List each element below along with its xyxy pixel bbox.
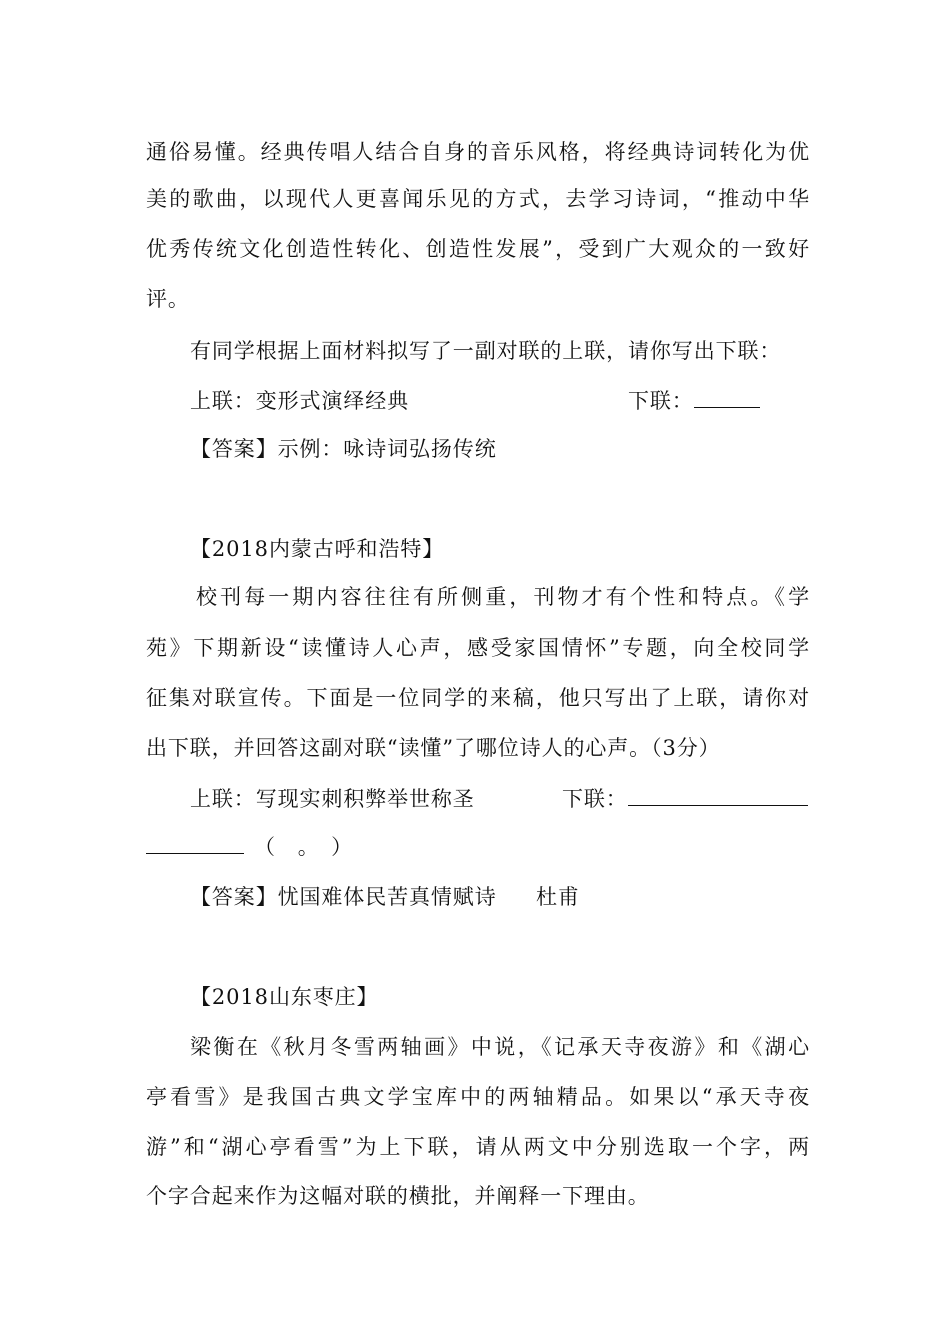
lower-couplet-label: 下联：	[628, 389, 694, 413]
section-heading: 【2018内蒙古呼和浩特】	[190, 537, 445, 561]
blank-row	[146, 832, 810, 862]
answer-text: 【答案】示例：咏诗词弘扬传统	[190, 437, 497, 461]
lower-couplet	[628, 386, 760, 416]
paragraph-line: 校刊每一期内容往往有所侧重，刊物才有个性和特点。《学	[196, 585, 810, 609]
paragraph-line: 亭看雪》是我国古典文学宝库中的两轴精品。如果以“承天寺夜	[146, 1085, 810, 1109]
upper-couplet: 上联：写现实刺积弊举世称圣	[190, 787, 475, 811]
paragraph-line: 优秀传统文化创造性转化、创造性发展”，受到广大观众的一致好	[146, 237, 810, 261]
answer-blank	[628, 785, 808, 806]
answer-poet: 杜甫	[536, 885, 580, 909]
answer-row	[190, 882, 810, 912]
poet-paren: （ 。 ）	[254, 835, 353, 859]
lower-couplet-label: 下联：	[562, 787, 628, 811]
paragraph-line: 苑》下期新设“读懂诗人心声，感受家国情怀”专题，向全校同学	[146, 636, 810, 660]
couplet-row	[190, 784, 810, 814]
upper-couplet: 上联：变形式演绎经典	[190, 389, 409, 413]
paragraph-line: 游”和“湖心亭看雪”为上下联，请从两文中分别选取一个字，两	[146, 1135, 810, 1159]
answer-blank	[694, 387, 760, 408]
paragraph-line: 个字合起来作为这幅对联的横批，并阐释一下理由。	[146, 1184, 650, 1208]
answer-text: 【答案】忧国难体民苦真情赋诗	[190, 885, 497, 909]
couplet-row	[190, 386, 810, 416]
paragraph-line: 美的歌曲，以现代人更喜闻乐见的方式，去学习诗词，“推动中华	[146, 187, 810, 211]
lower-couplet	[562, 784, 808, 814]
paragraph-line: 通俗易懂。经典传唱人结合自身的音乐风格，将经典诗词转化为优	[146, 140, 810, 164]
paragraph-line: 梁衡在《秋月冬雪两轴画》中说，《记承天寺夜游》和《湖心	[190, 1035, 810, 1059]
question-prompt: 有同学根据上面材料拟写了一副对联的上联，请你写出下联：	[190, 339, 782, 363]
paragraph-line: 出下联，并回答这副对联“读懂”了哪位诗人的心声。（3分）	[146, 736, 721, 760]
paragraph-line: 评。	[146, 287, 190, 311]
answer-blank	[146, 833, 244, 854]
section-heading: 【2018山东枣庄】	[190, 985, 379, 1009]
paragraph-line: 征集对联宣传。下面是一位同学的来稿，他只写出了上联，请你对	[146, 686, 810, 710]
